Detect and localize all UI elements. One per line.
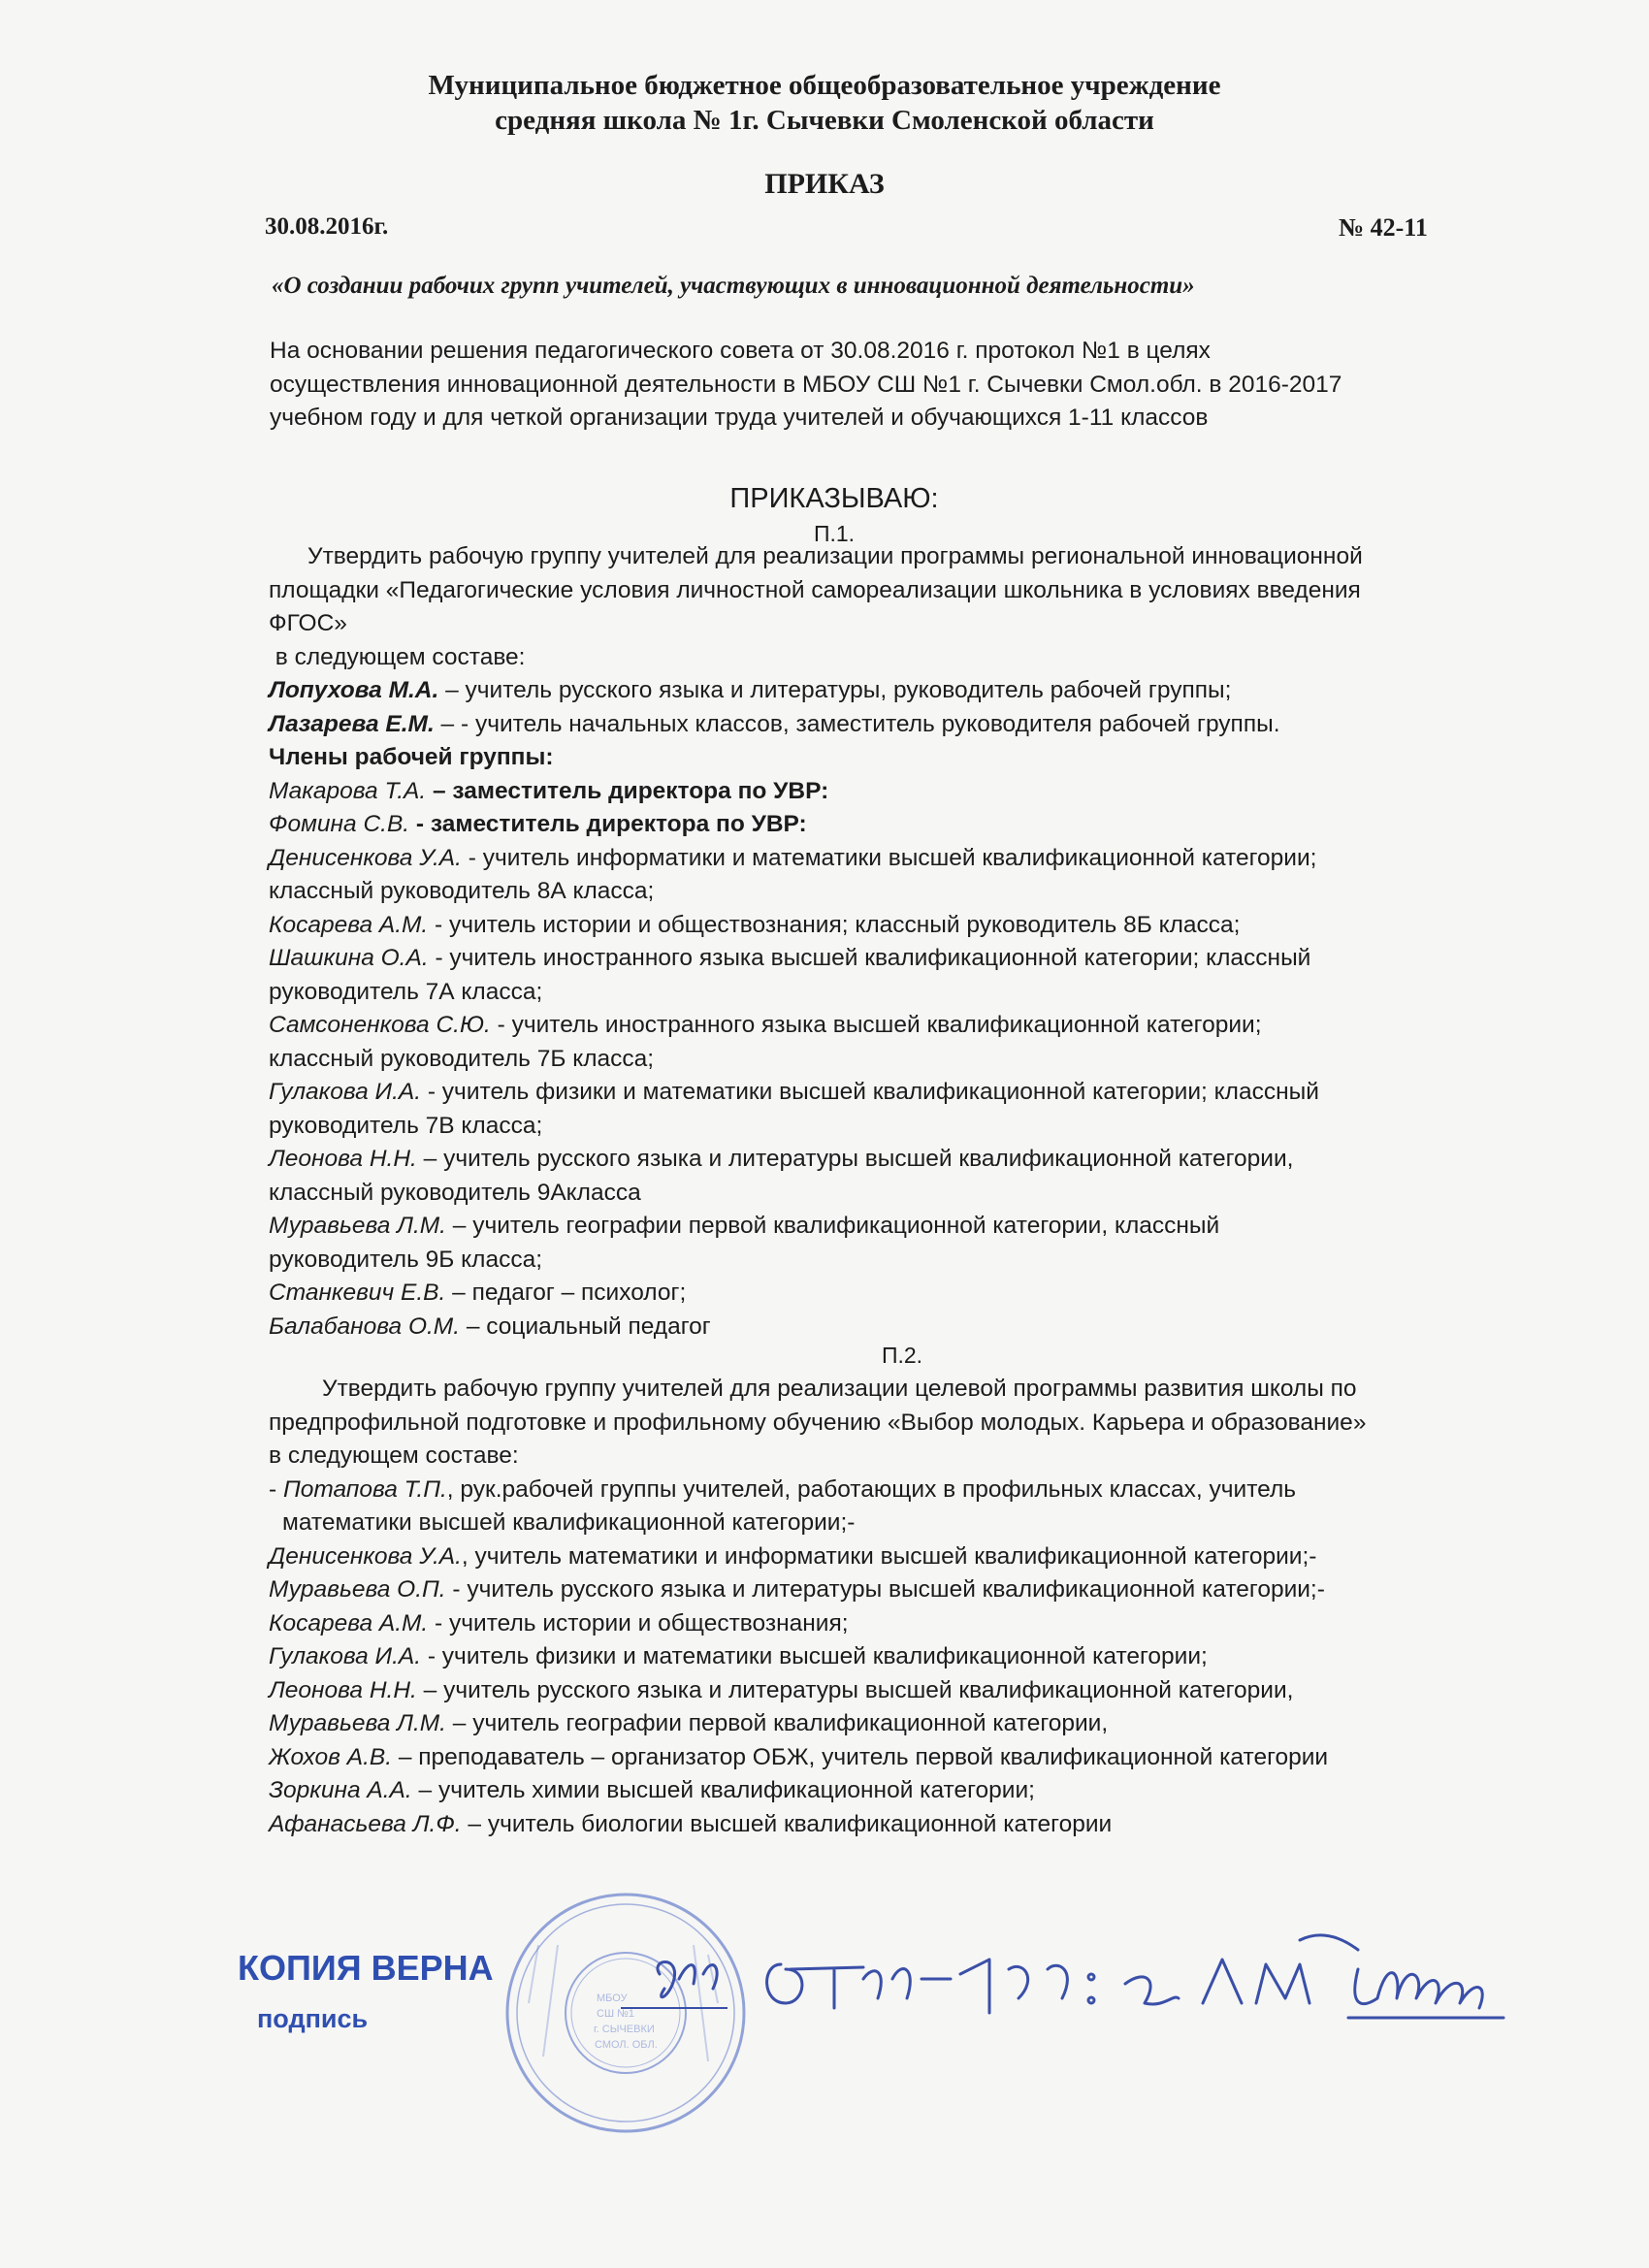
organization-name xyxy=(291,68,1358,138)
section-1-intro-line: площадки «Педагогические условия личностной самореализации школьника в условиях введения xyxy=(269,576,1361,603)
member-name: Муравьева О.П. xyxy=(269,1576,446,1603)
member-role: - учитель истории и обществознания; xyxy=(428,1609,849,1636)
member-line xyxy=(269,1573,1501,1607)
svg-text:СМОЛ. ОБЛ.: СМОЛ. ОБЛ. xyxy=(595,2039,658,2051)
member-role: , учитель математики и информатики высшей квалификационной категории;- xyxy=(461,1542,1317,1570)
order-date: 30.08.2016г. xyxy=(265,213,389,240)
member-role-continued: классный руководитель 9Акласса xyxy=(269,1179,641,1206)
member-line xyxy=(269,1808,1501,1842)
member-role-continued: руководитель 7А класса; xyxy=(269,978,543,1005)
member-role: - учитель русского языка и литературы высшей квалификационной категории;- xyxy=(445,1576,1325,1603)
member-name: Потапова Т.П. xyxy=(282,1475,447,1503)
member-line xyxy=(269,1540,1501,1574)
member-name: Леонова Н.Н. xyxy=(269,1146,417,1172)
basis-line: осуществления инновационной деятельности в МБОУ СШ №1 г. Сычевки Смол.обл. в 2016-2017 xyxy=(270,371,1342,398)
member-item xyxy=(269,942,1501,1009)
member-item xyxy=(269,1277,1501,1311)
member-line xyxy=(269,1009,1501,1043)
member-name: Косарева А.М. xyxy=(269,911,429,938)
member-role: - учитель физики и математики высшей квалификационной категории; xyxy=(421,1643,1208,1669)
member-role: – учитель русского языка и литературы высшей квалификационной категории, xyxy=(416,1676,1294,1703)
member-name: Фомина С.В. xyxy=(269,811,410,837)
member-role: - учитель иностранного языка высшей квалификационной категории; xyxy=(490,1012,1262,1038)
section-2 xyxy=(269,1373,1501,1841)
member-line xyxy=(269,1474,1501,1507)
member-role: - учитель информатики и математики высшей квалификационной категории; xyxy=(461,844,1317,871)
member-item xyxy=(269,1076,1501,1143)
member-item xyxy=(269,1674,1501,1708)
member-role-continued: математики высшей квалификационной категории;- xyxy=(282,1509,856,1536)
member-role: – учитель химии высшей квалификационной категории; xyxy=(411,1777,1035,1803)
member-line xyxy=(269,1143,1501,1177)
leader-name: Лопухова М.А. xyxy=(269,677,439,703)
member-item xyxy=(269,1474,1501,1540)
member-prefix: - xyxy=(269,1475,283,1503)
member-role: – учитель географии первой квалификационной категории, xyxy=(445,1710,1109,1736)
member-line xyxy=(269,909,1501,943)
member-name: Леонова Н.Н. xyxy=(269,1676,417,1703)
section-1-intro-line: Утвердить рабочую группу учителей для реализации программы региональной инновационной xyxy=(307,543,1363,569)
member-role: – учитель географии первой квалификационной категории, классный xyxy=(445,1213,1220,1239)
member-role: – учитель русского языка и литературы высшей квалификационной категории, xyxy=(416,1146,1294,1172)
order-word: ПРИКАЗЫВАЮ: xyxy=(729,483,939,514)
member-item xyxy=(269,1573,1501,1607)
member-line xyxy=(269,1774,1501,1808)
member-line xyxy=(269,1607,1501,1641)
member-line xyxy=(269,808,1501,842)
member-role: – заместитель директора по УВР: xyxy=(426,777,829,804)
member-line xyxy=(269,1640,1501,1674)
member-role-continued: руководитель 7В класса; xyxy=(269,1112,543,1139)
member-line xyxy=(269,942,1501,976)
member-name: Самсоненкова С.Ю. xyxy=(269,1012,491,1038)
section-2-intro-line: в следующем составе: xyxy=(269,1442,519,1469)
member-item xyxy=(269,1774,1501,1808)
order-title: ПРИКАЗ xyxy=(764,168,885,200)
member-role: – преподаватель – организатор ОБЖ, учитель первой квалификационной категории xyxy=(392,1743,1329,1770)
order-number: № 42-11 xyxy=(1339,213,1428,242)
section-1-label: П.1. xyxy=(813,521,856,546)
member-item xyxy=(269,1808,1501,1842)
member-line xyxy=(269,1277,1501,1311)
member-item xyxy=(269,775,1501,809)
member-role: – учитель биологии высшей квалификационной категории xyxy=(461,1810,1113,1837)
section-2-label: П.2. xyxy=(881,1343,923,1368)
section-1 xyxy=(269,540,1501,1344)
member-item xyxy=(269,909,1501,943)
order-basis xyxy=(270,335,1492,436)
deputy-name: Лазарева Е.М. xyxy=(269,710,435,737)
member-line xyxy=(269,1674,1501,1708)
member-role: – педагог – психолог; xyxy=(445,1280,687,1306)
member-name: Балабанова О.М. xyxy=(269,1312,461,1340)
copy-stamp: КОПИЯ ВЕРНА xyxy=(238,1948,494,1988)
member-name: Жохов А.В. xyxy=(269,1743,393,1770)
member-name: Муравьева Л.М. xyxy=(269,1710,446,1736)
basis-line: учебном году и для четкой организации труда учителей и обучающихся 1-11 классов xyxy=(270,405,1209,431)
org-line-2: средняя школа № 1г. Сычевки Смоленской области xyxy=(495,105,1154,136)
member-role-continued: руководитель 9Б класса; xyxy=(269,1246,543,1273)
member-item xyxy=(269,1640,1501,1674)
member-item xyxy=(269,1707,1501,1741)
member-role: - учитель иностранного языка высшей квалификационной категории; классный xyxy=(428,945,1311,971)
member-role: - заместитель директора по УВР: xyxy=(409,811,807,837)
member-name: Денисенкова У.А. xyxy=(269,1542,462,1570)
member-item xyxy=(269,1210,1501,1277)
member-name: Денисенкова У.А. xyxy=(269,844,462,871)
member-name: Станкевич Е.В. xyxy=(269,1280,446,1306)
member-item xyxy=(269,808,1501,842)
member-item xyxy=(269,1607,1501,1641)
svg-text:МБОУ: МБОУ xyxy=(597,1993,628,2004)
member-item xyxy=(269,842,1501,909)
member-line xyxy=(269,1741,1501,1775)
member-item xyxy=(269,1540,1501,1574)
svg-text:г. СЫЧЕВКИ: г. СЫЧЕВКИ xyxy=(594,2024,655,2035)
member-name: Гулакова И.А. xyxy=(269,1643,422,1669)
member-line xyxy=(269,1707,1501,1741)
org-line-1: Муниципальное бюджетное общеобразовательное учреждение xyxy=(428,70,1221,101)
member-role-continued: классный руководитель 7Б класса; xyxy=(269,1045,655,1072)
member-line xyxy=(269,842,1501,876)
section-1-intro-line: ФГОС» xyxy=(269,610,347,636)
section-2-members xyxy=(269,1474,1501,1842)
member-item xyxy=(269,1741,1501,1775)
member-name: Шашкина О.А. xyxy=(269,945,429,971)
member-role-continued: классный руководитель 8А класса; xyxy=(269,878,655,904)
signature xyxy=(543,1901,1513,2057)
svg-text:СШ №1: СШ №1 xyxy=(597,2008,634,2020)
member-name: Гулакова И.А. xyxy=(269,1079,422,1105)
member-line xyxy=(269,1076,1501,1110)
member-role: - учитель физики и математики высшей квалификационной категории; классный xyxy=(421,1079,1319,1105)
section-1-members xyxy=(269,775,1501,1345)
leader-role: – учитель русского языка и литературы, руководитель рабочей группы; xyxy=(438,677,1232,703)
member-name: Афанасьева Л.Ф. xyxy=(269,1810,462,1837)
member-name: Муравьева Л.М. xyxy=(269,1213,446,1239)
member-role: , рук.рабочей группы учителей, работающих в профильных классах, учитель xyxy=(446,1475,1297,1503)
deputy-role: – - учитель начальных классов, заместитель руководителя рабочей группы. xyxy=(434,710,1280,737)
section-2-intro-line: Утвердить рабочую группу учителей для реализации целевой программы развития школы по xyxy=(322,1376,1357,1402)
section-2-intro-line: предпрофильной подготовке и профильному обучению «Выбор молодых. Карьера и образование» xyxy=(269,1409,1367,1436)
order-subject: «О создании рабочих групп учителей, участвующих в инновационной деятельности» xyxy=(272,273,1195,299)
signature-label: подпись xyxy=(257,2004,369,2033)
member-role: - учитель истории и обществознания; классный руководитель 8Б класса; xyxy=(428,911,1241,938)
member-item xyxy=(269,1143,1501,1210)
member-name: Зоркина А.А. xyxy=(269,1777,412,1803)
basis-line: На основании решения педагогического совета от 30.08.2016 г. протокол №1 в целях xyxy=(270,338,1211,364)
member-item xyxy=(269,1009,1501,1076)
members-heading: Члены рабочей группы: xyxy=(269,744,554,770)
section-1-intro-line: в следующем составе: xyxy=(269,643,526,670)
member-name: Косарева А.М. xyxy=(269,1609,429,1636)
group-deputy xyxy=(269,708,1501,742)
member-line xyxy=(269,1210,1501,1244)
group-leader xyxy=(269,674,1501,708)
member-name: Макарова Т.А. xyxy=(269,777,427,804)
member-role: – социальный педагог xyxy=(460,1312,711,1340)
member-line xyxy=(269,775,1501,809)
